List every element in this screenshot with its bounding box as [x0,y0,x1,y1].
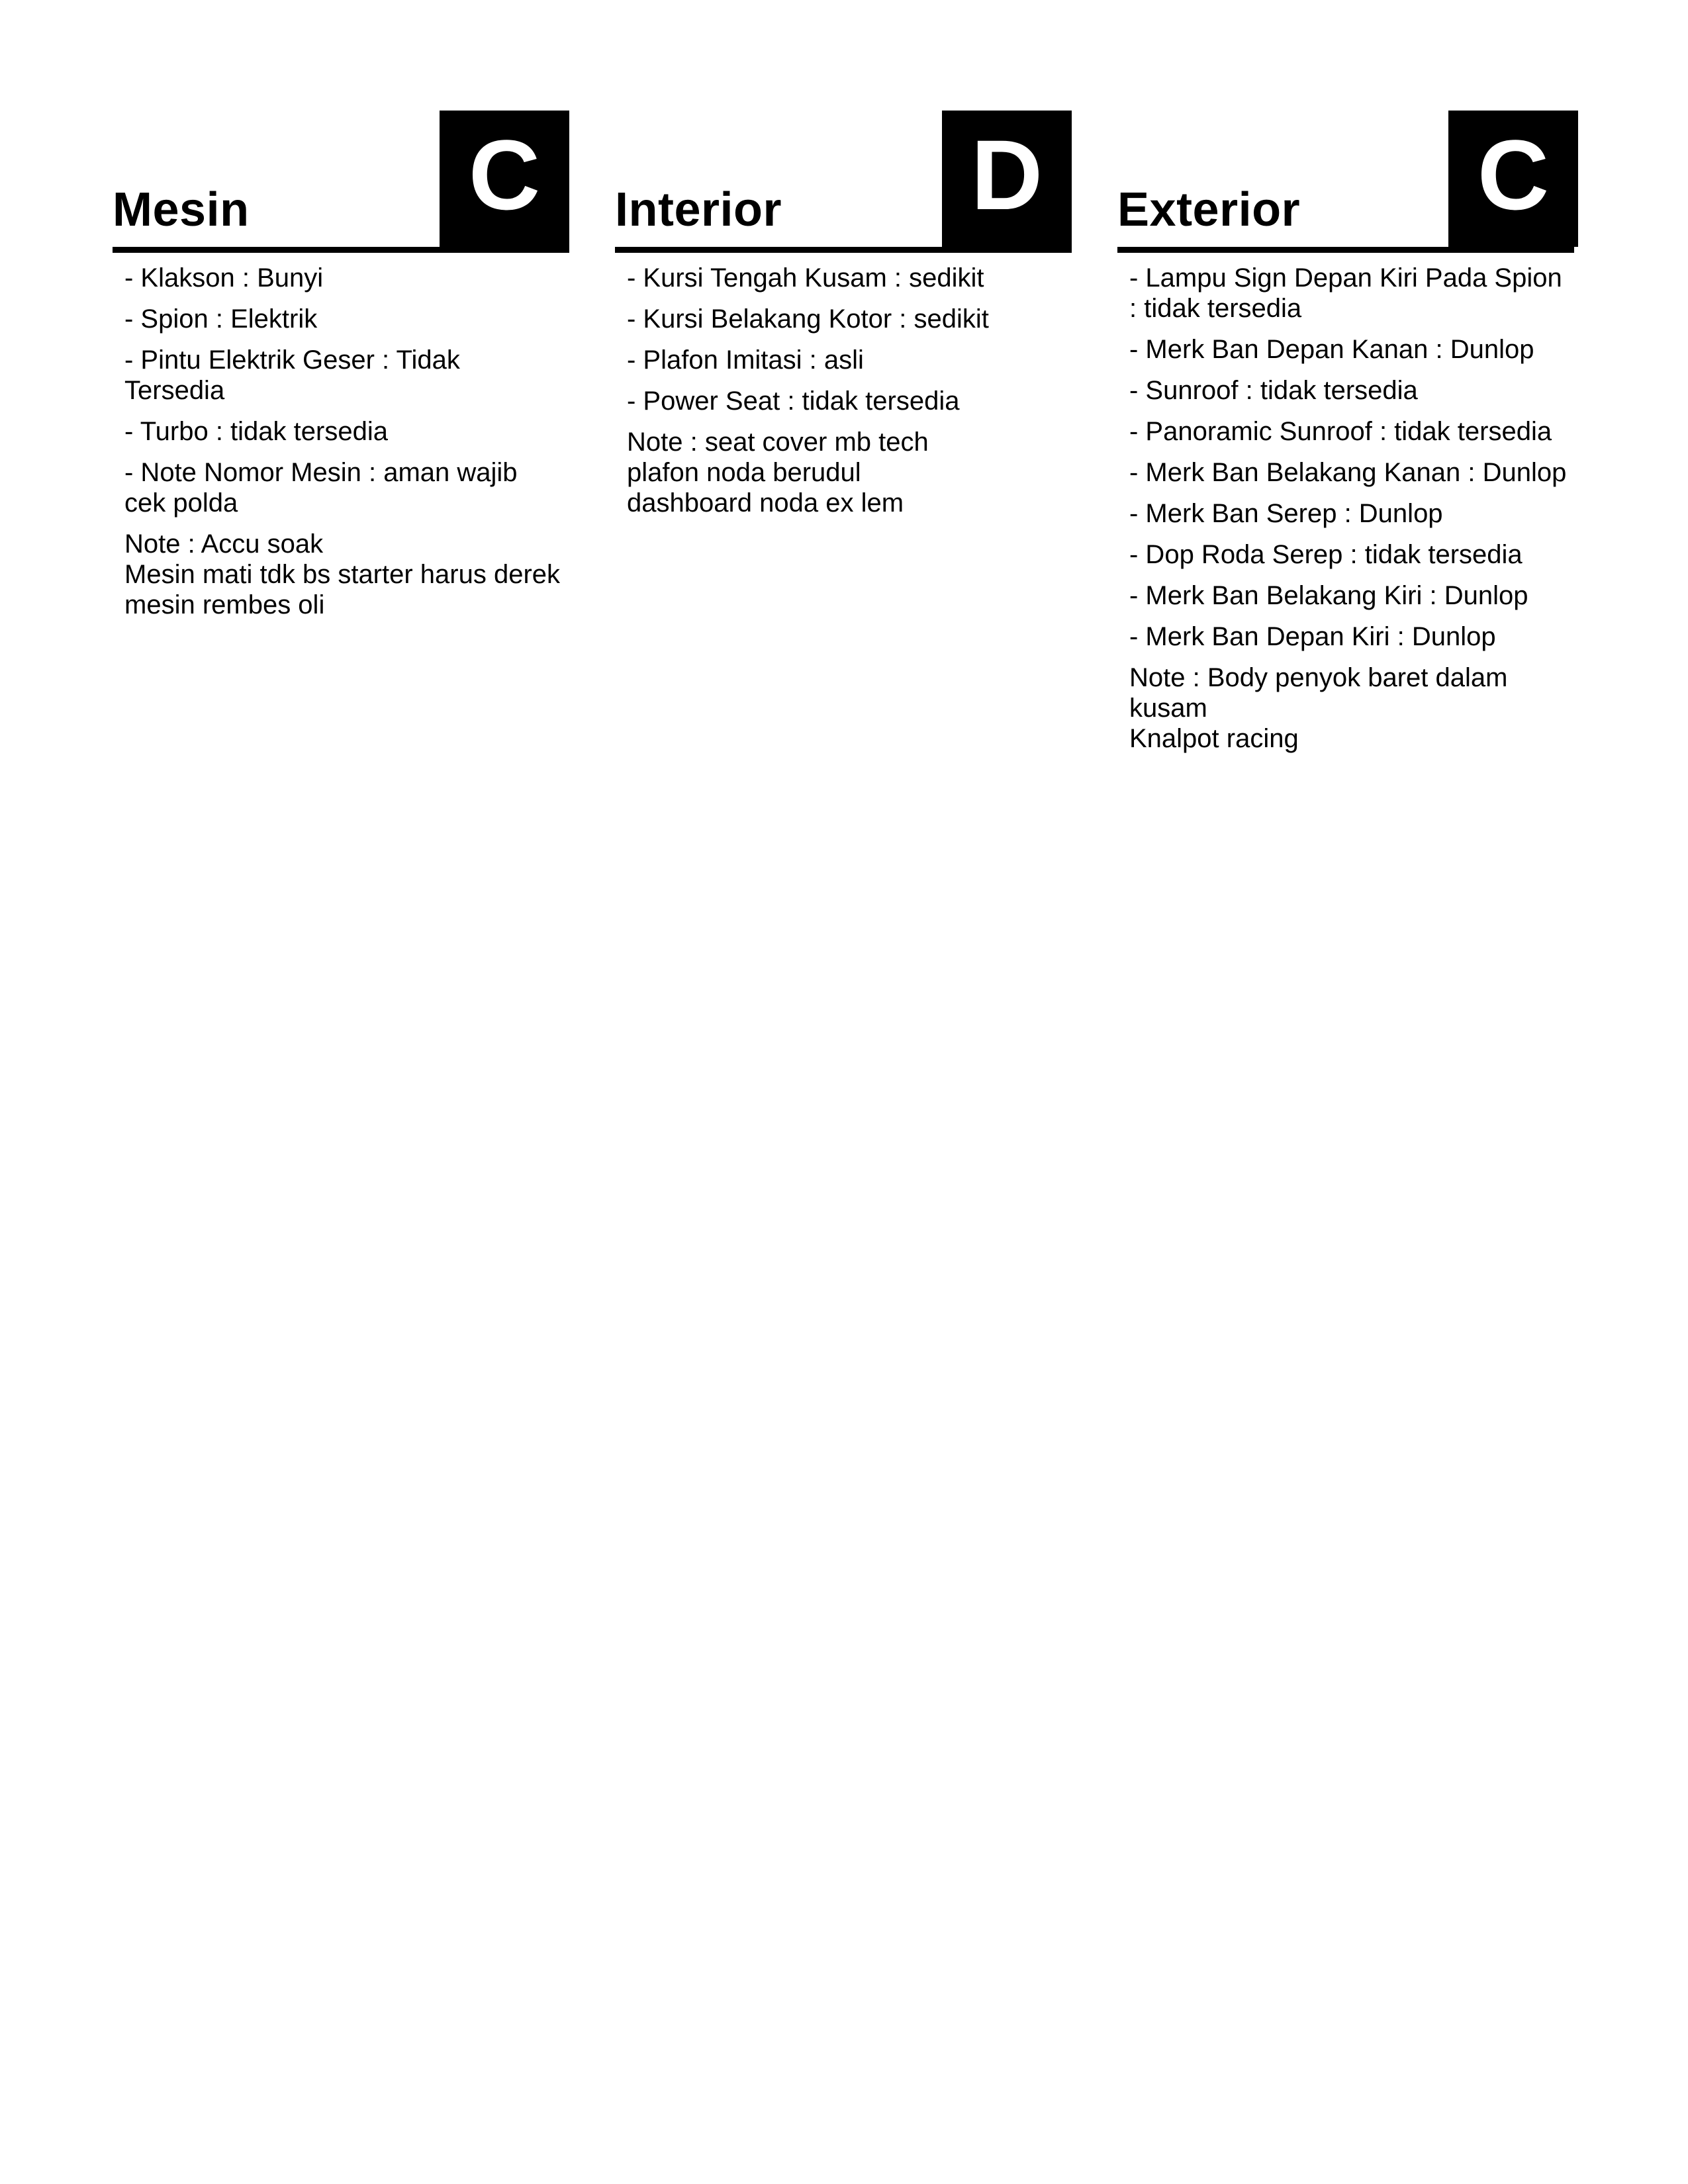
inspection-list [1117,253,1574,652]
grade-badge: D [942,111,1072,247]
section-header [615,108,1072,253]
note-line: Mesin mati tdk bs starter harus derek [124,560,561,589]
section-note [615,427,1072,518]
note-line: dashboard noda ex lem [627,488,904,518]
list-item: - Merk Ban Belakang Kiri : Dunlop [1129,581,1528,610]
section-title: Interior [615,183,782,236]
grade-badge: C [1448,111,1578,247]
section-note [113,529,569,620]
section-note [1117,662,1574,754]
section-title: Mesin [113,183,250,236]
section-header [113,108,569,253]
list-item: - Dop Roda Serep : tidak tersedia [1129,540,1523,569]
list-item: - Spion : Elektrik [124,304,318,334]
list-item: - Merk Ban Depan Kiri : Dunlop [1129,622,1496,651]
note-line: Note : Accu soak [124,529,324,559]
list-item: - Sunroof : tidak tersedia [1129,376,1418,405]
grade-badge: C [440,111,569,247]
note-line: Note : seat cover mb tech [627,428,929,457]
note-line: Knalpot racing [1129,724,1299,753]
section-interior [615,108,1072,518]
list-item: - Power Seat : tidak tersedia [627,387,960,416]
list-item: - Turbo : tidak tersedia [124,417,388,446]
list-item: - Merk Ban Belakang Kanan : Dunlop [1129,458,1567,487]
inspection-list [615,253,1072,416]
list-item: - Lampu Sign Depan Kiri Pada Spion : tidak tersedia [1129,263,1562,323]
note-line: Note : Body penyok baret dalam kusam [1129,663,1508,723]
list-item: - Note Nomor Mesin : aman wajib cek polda [124,458,518,518]
list-item: - Merk Ban Depan Kanan : Dunlop [1129,335,1534,364]
list-item: - Klakson : Bunyi [124,263,324,293]
inspection-list [113,253,569,518]
list-item: - Panoramic Sunroof : tidak tersedia [1129,417,1552,446]
section-mesin [113,108,569,620]
list-item: - Kursi Tengah Kusam : sedikit [627,263,984,293]
list-item: - Merk Ban Serep : Dunlop [1129,499,1443,528]
list-item: - Pintu Elektrik Geser : Tidak Tersedia [124,345,460,405]
list-item: - Kursi Belakang Kotor : sedikit [627,304,989,334]
section-header [1117,108,1574,253]
note-line: mesin rembes oli [124,590,325,619]
note-line: plafon noda berudul [627,458,861,487]
list-item: - Plafon Imitasi : asli [627,345,864,375]
section-exterior [1117,108,1574,754]
section-title: Exterior [1117,183,1301,236]
